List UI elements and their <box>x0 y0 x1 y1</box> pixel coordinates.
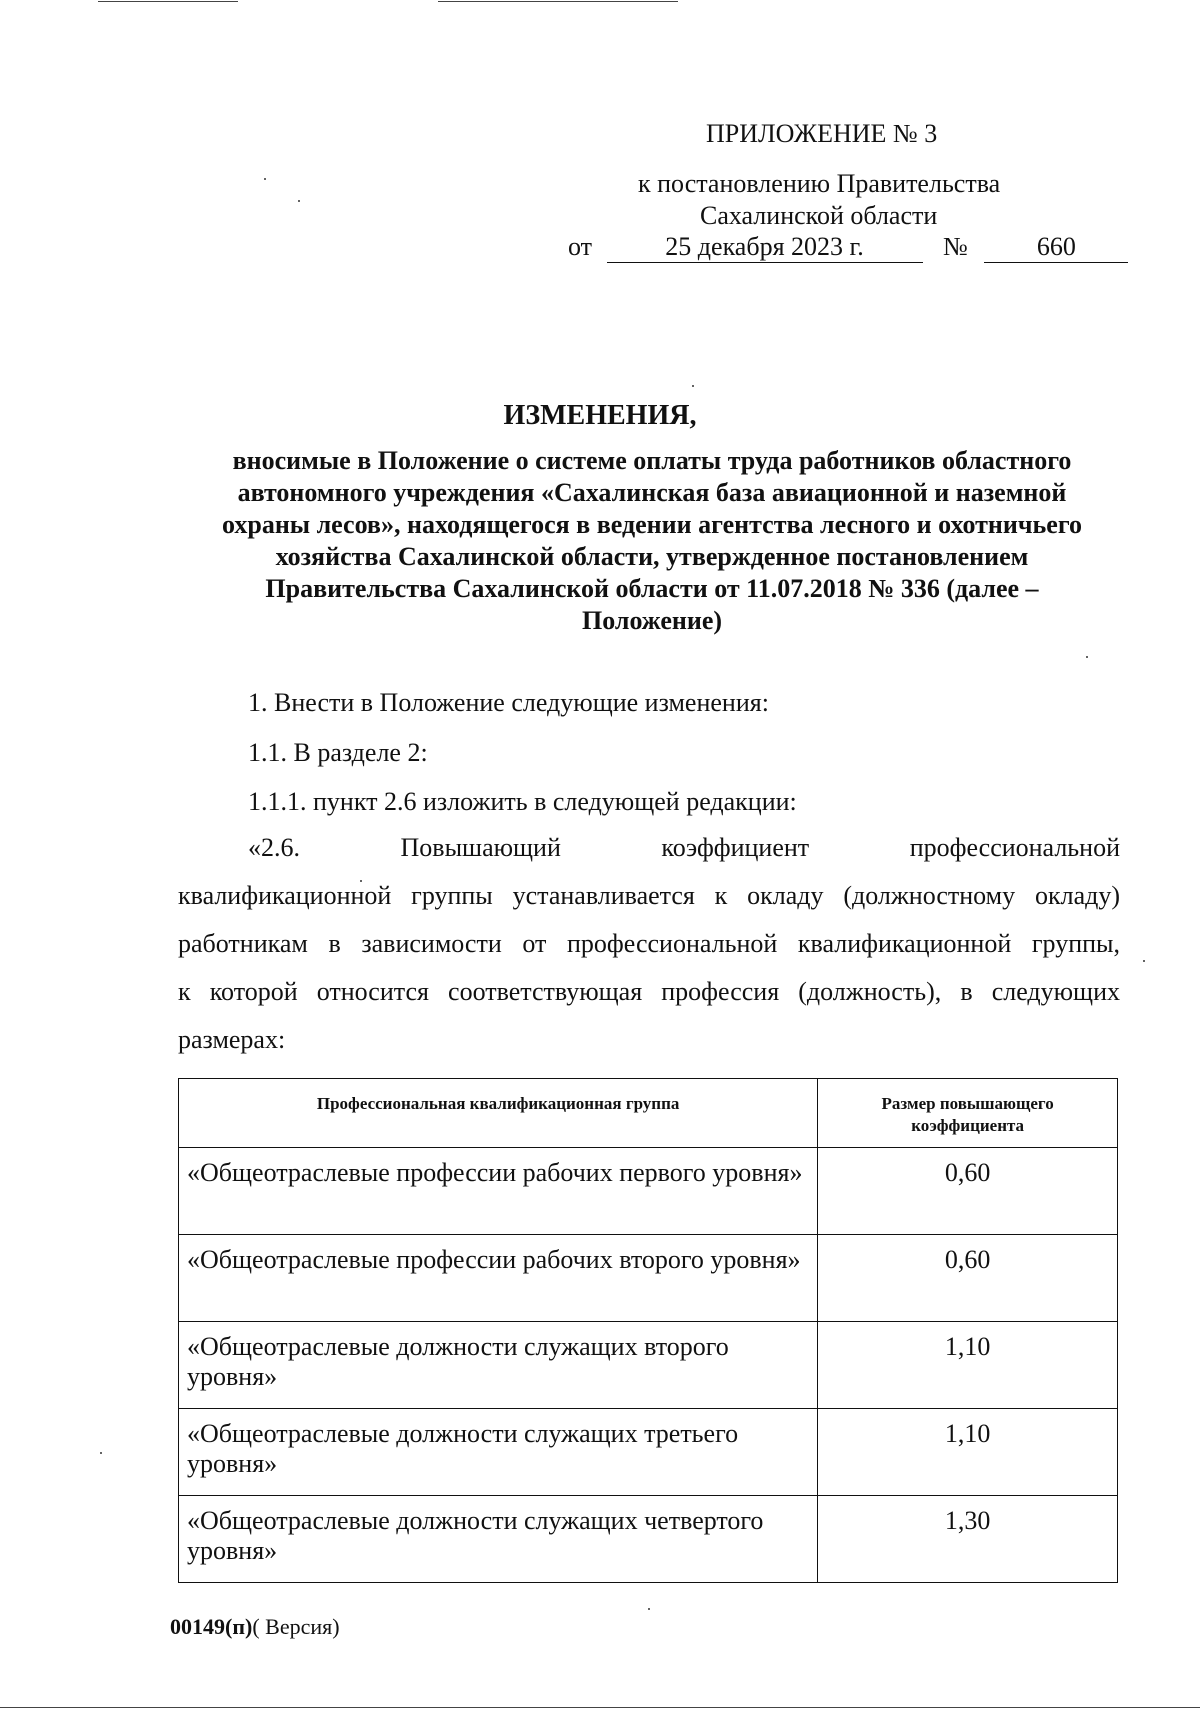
document-title: ИЗМЕНЕНИЯ, <box>503 400 697 431</box>
table-row <box>179 1235 1118 1322</box>
table-row <box>179 1322 1118 1409</box>
clause-line: к которой относится соответствующая профессия (должность), в следующих <box>178 977 1120 1006</box>
table-header-row <box>179 1079 1118 1148</box>
group-cell: «Общеотраслевые профессии рабочих первого уровня» <box>179 1148 818 1235</box>
clause-first-line <box>178 824 1120 872</box>
coefficient-cell: 1,10 <box>818 1409 1118 1496</box>
document-subtitle <box>172 445 1132 637</box>
scan-speck <box>1086 656 1088 658</box>
clause-line: размерах: <box>178 1025 286 1054</box>
subtitle-line: хозяйства Сахалинской области, утвержденное постановлением <box>275 542 1029 571</box>
scan-speck <box>1143 960 1145 962</box>
table-row <box>179 1409 1118 1496</box>
from-label: от <box>568 232 593 261</box>
group-cell: «Общеотраслевые профессии рабочих второго уровня» <box>179 1235 818 1322</box>
clause-word: профессиональной <box>909 833 1120 862</box>
document-footer <box>170 1614 340 1640</box>
clause-2-6 <box>178 824 1120 1064</box>
scan-speck <box>648 1608 650 1610</box>
coefficient-cell: 0,60 <box>818 1148 1118 1235</box>
document-code: 00149(п) <box>170 1614 253 1639</box>
coefficient-cell: 1,30 <box>818 1496 1118 1583</box>
date-number-row <box>568 232 1128 263</box>
clause-line: квалификационной группы устанавливается к окладу (должностному окладу) <box>178 881 1120 910</box>
table-row <box>179 1496 1118 1583</box>
subtitle-line: Положение) <box>581 606 723 635</box>
clause-word: коэффициент <box>661 833 810 862</box>
group-cell: «Общеотраслевые должности служащих третьего уровня» <box>179 1409 818 1496</box>
region-name: Сахалинской области <box>700 201 938 230</box>
group-cell: «Общеотраслевые должности служащих второго уровня» <box>179 1322 818 1409</box>
resolution-reference: к постановлению Правительства <box>638 169 1001 198</box>
item-1-1-1: 1.1.1. пункт 2.6 изложить в следующей редакции: <box>248 787 797 816</box>
table-row <box>179 1148 1118 1235</box>
resolution-number: 660 <box>984 232 1128 263</box>
subtitle-line: охраны лесов», находящегося в ведении агентства лесного и охотничьего <box>222 510 1082 539</box>
appendix-label: ПРИЛОЖЕНИЕ № 3 <box>706 119 938 148</box>
item-1-1: 1.1. В разделе 2: <box>248 738 428 767</box>
group-cell: «Общеотраслевые должности служащих четвертого уровня» <box>179 1496 818 1583</box>
coefficients-table <box>178 1078 1118 1583</box>
header-coefficient: Размер повышающего коэффициента <box>818 1079 1118 1148</box>
scan-edge-bottom <box>0 1707 1200 1708</box>
coefficient-cell: 0,60 <box>818 1235 1118 1322</box>
scan-speck <box>298 200 300 202</box>
clause-line: работникам в зависимости от профессиональной квалификационной группы, <box>178 929 1120 958</box>
document-version: ( Версия) <box>252 1614 340 1639</box>
header-group: Профессиональная квалификационная группа <box>179 1079 818 1148</box>
scan-speck <box>692 385 694 387</box>
clause-word: Повышающий <box>400 833 561 862</box>
scan-speck <box>264 178 266 180</box>
scan-edge-top-left <box>98 1 238 2</box>
subtitle-line: вносимые в Положение о системе оплаты труда работников областного <box>232 446 1072 475</box>
item-1: 1. Внести в Положение следующие изменения: <box>248 688 769 717</box>
coefficient-cell: 1,10 <box>818 1322 1118 1409</box>
scan-speck <box>100 1452 102 1454</box>
subtitle-line: автономного учреждения «Сахалинская база авиационной и наземной <box>237 478 1067 507</box>
clause-number: «2.6. <box>248 833 300 862</box>
resolution-date: 25 декабря 2023 г. <box>607 232 923 263</box>
number-label: № <box>943 232 968 261</box>
subtitle-line: Правительства Сахалинской области от 11.07.2018 № 336 (далее – <box>265 574 1039 603</box>
scan-edge-top-right <box>438 1 678 2</box>
